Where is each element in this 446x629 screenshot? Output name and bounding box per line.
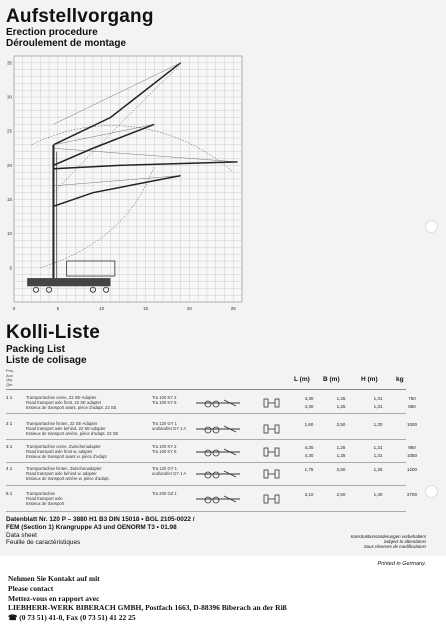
y-tick-label: 35 [6,60,12,66]
x-tick-label: 20 [186,306,192,311]
x-tick-label: 10 [99,306,105,311]
row-position: 5 1 [6,491,13,496]
row-description: Transportachse hinten, 22 SE-Adapter Road transport axle behind, 22 SE-adapter Essieux de transport arrière, pièce d'adapt. 22 SE [26,421,119,437]
row-part-code: Tra 100 KY 2 Tra 100 KY 6 [152,395,177,406]
row-value: 3,10 [304,492,314,497]
contact-en: Please contact [8,583,54,593]
row-value: 2,50 [336,492,346,497]
row-value: 1,75 [304,467,314,472]
row-description: Transportachse vorne, Zwischenadapter Road transport axle front w. adapter Essieux de transport avant w. pièce d'adapt [26,444,107,460]
row-position: 3 1 [6,444,13,449]
table-row [6,488,417,512]
table-row [6,463,417,486]
y-tick-label: 20 [6,162,12,168]
row-value: 750 [408,396,416,401]
row-value: 4,30 [304,404,314,409]
x-tick-label: 5 [56,306,60,311]
row-description: Transportachse hinten, Zwischenadapter Road transport axle behind w. adapter Essieux de transport arrière w. pièce d'adapt. [26,466,110,482]
y-tick-label: 25 [6,128,12,134]
row-position: 1 1 [6,395,13,400]
row-part-code: Tra 120 GY 1 und/and/et GY 1 A [152,466,187,477]
axle-sketch [194,396,244,410]
y-tick-label: 5 [9,265,12,271]
col-height: H (m) [361,376,378,383]
subtitle-english: Erection procedure [6,27,98,38]
contact-de: Nehmen Sie Kontakt auf mit [8,574,100,583]
x-tick-label: 25 [230,306,236,311]
contact-fr: Mettez-vous en rapport avec [8,593,100,603]
row-value: 1,25 [336,396,346,401]
row-position: 4 1 [6,466,13,471]
title-aufstellvorgang: Aufstellvorgang [6,6,154,27]
axle-end-view [261,467,283,481]
col-width: B (m) [323,376,340,383]
y-tick-label: 30 [6,94,12,100]
printed-in-germany: Printed in Germany. [377,561,426,567]
row-value: 1200 [406,467,417,472]
axle-sketch [194,467,244,481]
row-value: 1050 [406,453,417,458]
row-part-code: Tra 100 KY 2 Tra 100 KY 6 [152,444,177,455]
axle-end-view [261,445,283,459]
row-value: 1,20 [373,422,383,427]
row-value: 1,25 [373,467,383,472]
row-value: 1,31 [373,396,383,401]
axle-end-view [261,492,283,506]
row-value: 2,50 [336,422,346,427]
header-divider [6,389,406,390]
row-part-code: Tra 120 GY 1 und/and/et GY 1 A [152,421,187,432]
row-value: 1,31 [373,404,383,409]
axle-end-view [261,422,283,436]
contact-block [8,574,287,623]
row-position: 2 1 [6,421,13,426]
row-value: 1000 [406,422,417,427]
row-value: 2,50 [336,467,346,472]
table-row [6,392,416,414]
x-tick-label: 15 [143,306,149,311]
row-value: 1,31 [373,453,383,458]
row-value: 1,25 [336,404,346,409]
row-value: 860 [408,404,416,409]
row-value: 2700 [406,492,417,497]
packing-list-french: Liste de colisage [6,355,87,366]
packing-list-english: Packing List [6,344,65,355]
y-tick-label: 10 [6,231,12,237]
axle-sketch [194,492,244,506]
datasheet-line-1: Datenblatt Nr. 120 P – 3880 H1 B3 DIN 15018 • BGL 2105-0022 / [6,516,195,523]
crane-base [27,278,110,286]
row-value: 4,30 [304,396,314,401]
row-value: 4,30 [304,453,314,458]
row-value: 1,31 [373,445,383,450]
erection-diagram [4,52,248,318]
x-tick-label: 0 [12,306,16,311]
row-description: Transportachse vorne, 22 SE-Adapter Road transport axle front, 22 SE adapter Essieux de transport avant, pièce d'adapt. 22 SE [26,395,117,411]
col-weight: kg [396,376,404,383]
position-quantity-header: Pos. Anz Qty Qté [6,368,15,387]
axle-sketch [194,445,244,459]
datasheet-block [6,516,195,547]
contact-phone: ☎ (0 73 51) 41-0, Fax (0 73 51) 41 22 25 [8,613,136,623]
contact-company: LIEBHERR-WERK BIBERACH GMBH, Postfach 1663, D-88396 Biberach an der Riß [8,603,287,613]
datasheet-line-2: FEM (Section 1) Krangruppe A3 und OENORM T3 • 01.98 [6,523,177,531]
y-tick-label: 15 [6,197,12,202]
datasheet-line-4: Feuille de caractéristiques [6,539,81,547]
row-description: Transportachse Road transport axle Essieux de transport [26,491,65,507]
row-value: 1,40 [373,492,383,497]
alterations-note: Konstruktionsänderungen vorbehalten! Subject to alterations! Sous réserves de modifications! [350,534,426,549]
row-value: 1,25 [336,453,346,458]
subtitle-french: Déroulement de montage [6,38,127,49]
title-kolli-liste: Kolli-Liste [6,322,101,343]
row-value: 1,25 [336,445,346,450]
axle-sketch [194,422,244,436]
col-length: L (m) [294,376,310,383]
row-value: 1,60 [304,422,314,427]
table-row [6,441,417,463]
axle-end-view [261,396,283,410]
row-part-code: Tra 200 GZ 1 [152,491,177,496]
row-value: 4,30 [304,445,314,450]
punch-hole-upper [425,220,438,233]
row-value: 950 [408,445,416,450]
datasheet-line-3: Data sheet [6,531,37,539]
table-row [6,418,417,440]
